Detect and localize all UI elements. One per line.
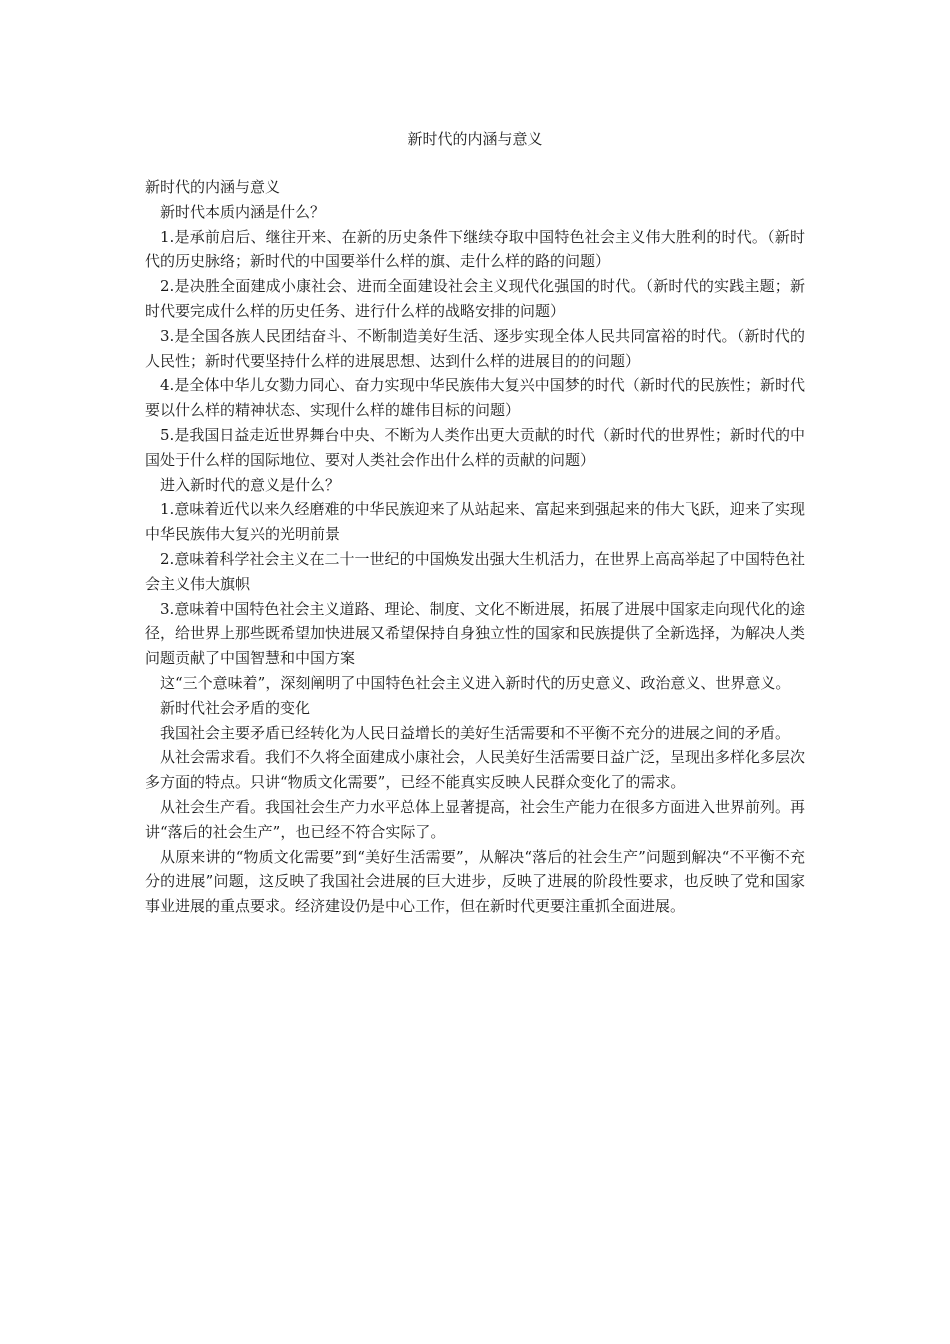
section-heading: 新时代的内涵与意义 (145, 178, 281, 196)
document-title: 新时代的内涵与意义 (407, 130, 543, 148)
paragraph: 4.是全体中华儿女勠力同心、奋力实现中华民族伟大复兴中国梦的时代（新时代的民族性；新时代要以什么样的精神状态、实现什么样的雄伟目标的问题） (145, 376, 805, 420)
paragraph: 2.意味着科学社会主义在二十一世纪的中国焕发出强大生机活力，在世界上高高举起了中国特色社会主义伟大旗帜 (145, 549, 805, 593)
paragraph: 3.意味着中国特色社会主义道路、理论、制度、文化不断进展，拓展了进展中国家走向现代化的途径，给世界上那些既希望加快进展又希望保持自身独立性的国家和民族提供了全新选择，为解决人类问题贡献了中国智慧和中国方案 (145, 599, 806, 668)
paragraph: 从社会生产看。我国社会生产力水平总体上显著提高，社会生产能力在很多方面进入世界前列。再讲“落后的社会生产”，也已经不符合实际了。 (145, 797, 806, 841)
paragraph: 5.是我国日益走近世界舞台中央、不断为人类作出更大贡献的时代（新时代的世界性；新时代的中国处于什么样的国际地位、要对人类社会作出什么样的贡献的问题） (145, 425, 805, 469)
paragraph: 1.是承前启后、继往开来、在新的历史条件下继续夺取中国特色社会主义伟大胜利的时代。（新时代的历史脉络；新时代的中国要举什么样的旗、走什么样的路的问题） (145, 227, 805, 271)
paragraph: 1.意味着近代以来久经磨难的中华民族迎来了从站起来、富起来到强起来的伟大飞跃，迎来了实现中华民族伟大复兴的光明前景 (145, 500, 805, 544)
paragraph: 3.是全国各族人民团结奋斗、不断制造美好生活、逐步实现全体人民共同富裕的时代。（新时代的人民性；新时代要坚持什么样的进展思想、达到什么样的进展目的的问题） (145, 326, 805, 370)
paragraph: 2.是决胜全面建成小康社会、进而全面建设社会主义现代化强国的时代。（新时代的实践主题；新时代要完成什么样的历史任务、进行什么样的战略安排的问题） (145, 277, 805, 320)
question-heading: 进入新时代的意义是什么？ (160, 475, 341, 494)
question-heading: 新时代本质内涵是什么？ (160, 202, 326, 221)
paragraph: 从社会需求看。我们不久将全面建成小康社会，人民美好生活需要日益广泛，呈现出多样化多层次多方面的特点。只讲“物质文化需要”，已经不能真实反映人民群众变化了的需求。 (145, 748, 806, 792)
paragraph: 我国社会主要矛盾已经转化为人民日益增长的美好生活需要和不平衡不充分的进展之间的矛盾。 (160, 723, 791, 742)
document-body (145, 175, 805, 919)
section-heading: 新时代社会矛盾的变化 (160, 698, 311, 717)
paragraph: 这“三个意味着”，深刻阐明了中国特色社会主义进入新时代的历史意义、政治意义、世界意义。 (160, 673, 791, 692)
paragraph: 从原来讲的“物质文化需要”到“美好生活需要”，从解决“落后的社会生产”问题到解决“不平衡不充分的进展”问题，这反映了我国社会进展的巨大进步，反映了进展的阶段性要求，也反映了党和国家事业进展的重点要求。经济建设仍是中心工作，但在新时代更要注重抓全面进展。 (145, 847, 805, 916)
